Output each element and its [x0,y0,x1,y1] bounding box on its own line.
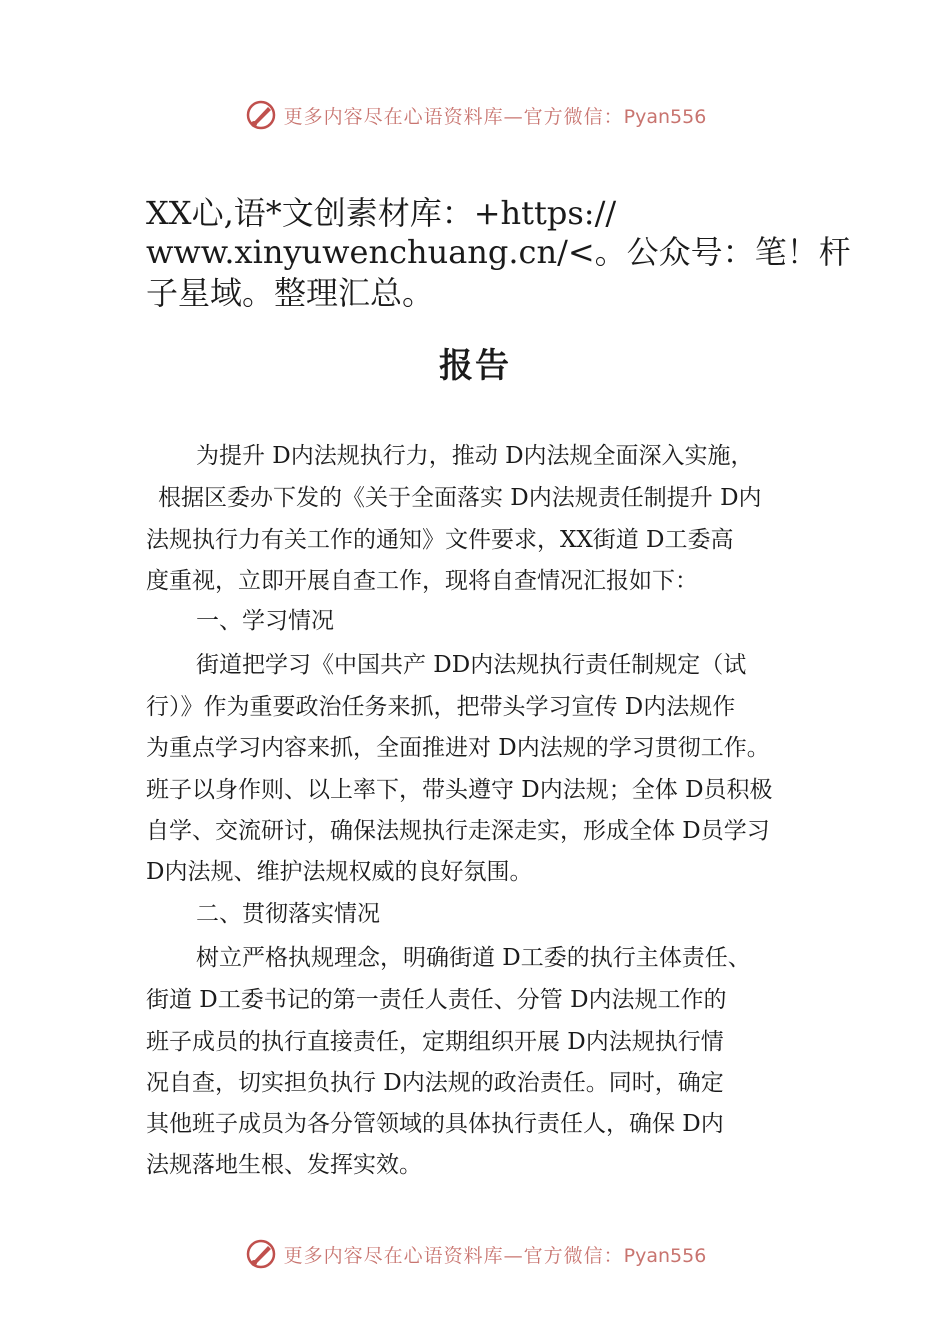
source-line-2: www.xinyuwenchuang.cn/<。公众号：笔！杆 [146,233,851,271]
body-line: 法规落地生根、发挥实效。 [146,1152,422,1178]
body-line: 班子成员的执行直接责任，定期组织开展 D内法规执行情 [146,1029,724,1055]
source-line-1: XX心,语*文创素材库：+https:// [146,194,617,232]
body-line: 法规执行力有关工作的通知》文件要求，XX街道 D工委高 [146,527,734,553]
body-line: 树立严格执规理念，明确街道 D工委的执行主体责任、 [196,945,751,971]
body-line: D内法规、维护法规权威的良好氛围。 [146,859,533,885]
section-heading-implementation: 二、贯彻落实情况 [196,901,380,927]
body-line: 为重点学习内容来抓，全面推进对 D内法规的学习贯彻工作。 [146,735,770,761]
watermark-text: 更多内容尽在心语资料库—官方微信：Pyan556 [283,1244,707,1267]
body-line: 自学、交流研讨，确保法规执行走深走实，形成全体 D员学习 [146,818,770,844]
footer-watermark-banner [0,1232,950,1276]
wechat-id: Pyan556 [623,105,707,128]
source-line-3: 子星域。整理汇总。 [146,274,435,312]
body-line: 根据区委办下发的《关于全面落实 D内法规责任制提升 D内 [158,485,762,511]
body-line: 其他班子成员为各分管领域的具体执行责任人，确保 D内 [146,1111,724,1137]
body-line: 况自查，切实担负执行 D内法规的政治责任。同时，确定 [146,1070,724,1096]
body-line: 班子以身作则、以上率下，带头遵守 D内法规；全体 D员积极 [146,777,773,803]
body-line: 度重视，立即开展自查工作，现将自查情况汇报如下： [146,568,698,594]
watermark-text: 更多内容尽在心语资料库—官方微信：Pyan556 [283,105,707,128]
header-watermark-banner [0,93,950,137]
document-title: 报告 [439,346,511,386]
section-heading-study: 一、学习情况 [196,608,334,634]
quill-pen-logo-icon [244,98,278,132]
body-line: 行）》作为重要政治任务来抓，把带头学习宣传 D内法规作 [146,694,736,720]
wechat-id: Pyan556 [623,1244,707,1267]
body-line: 街道 D工委书记的第一责任人责任、分管 D内法规工作的 [146,987,727,1013]
body-line: 为提升 D内法规执行力，推动 D内法规全面深入实施， [196,443,754,469]
body-line: 街道把学习《中国共产 DD内法规执行责任制规定（试 [196,652,747,678]
quill-pen-logo-icon [244,1237,278,1271]
